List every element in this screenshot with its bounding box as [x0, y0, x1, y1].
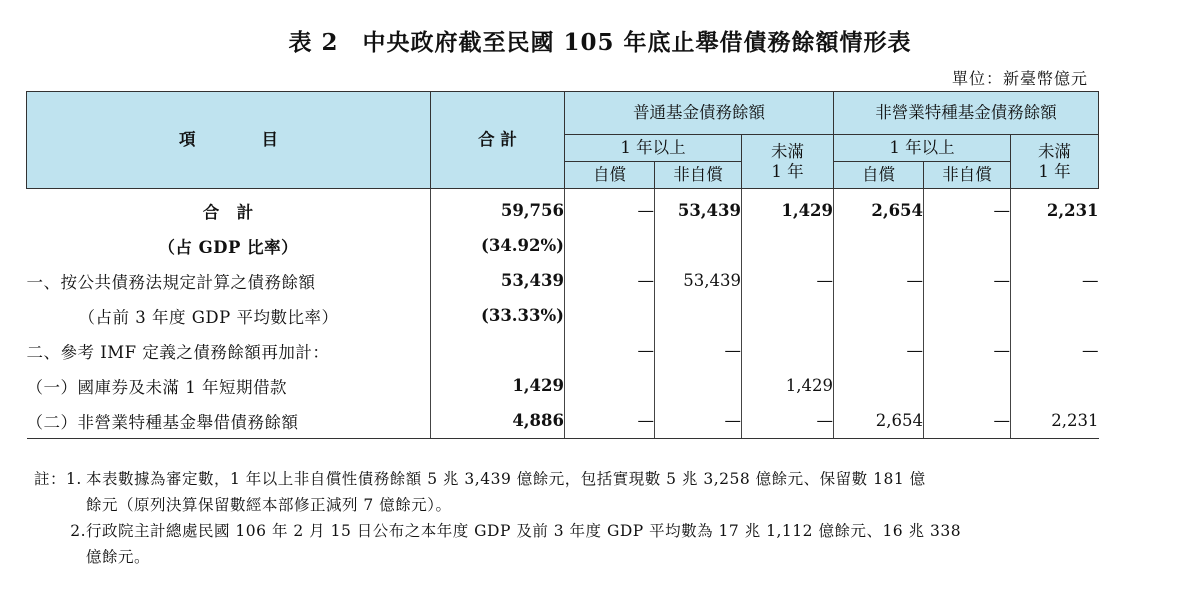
- cell-total: 59,756: [431, 189, 565, 229]
- row-label: （占 GDP 比率）: [158, 237, 299, 257]
- row-label: 一、按公共債務法規定計算之債務餘額: [26, 272, 316, 292]
- header-special-self-repay: 自償: [834, 162, 924, 189]
- header-general-fund: 普通基金債務餘額: [565, 92, 834, 135]
- cell-total: 53,439: [431, 263, 565, 298]
- header-general-under-one-year: 未滿 1 年: [742, 135, 834, 189]
- cell-general-under-one-year: 1,429: [742, 189, 834, 229]
- cell-general-self-repay: [565, 228, 655, 263]
- row-label: （一）國庫券及未滿 1 年短期借款: [26, 377, 287, 397]
- debt-table: [26, 91, 1099, 439]
- note-1-line-1: 本表數據為審定數，1 年以上非自償性債務餘額 5 兆 3,439 億餘元，包括實現數 5 兆 3,258 億餘元、保留數 181 億: [86, 470, 926, 488]
- cell-general-non-self-repay: [655, 228, 742, 263]
- cell-special-under-one-year: [1011, 228, 1099, 263]
- cell-general-under-one-year: —: [742, 403, 834, 439]
- row-label: 合 計: [202, 202, 254, 222]
- cell-general-self-repay: [565, 298, 655, 333]
- cell-total: [431, 333, 565, 368]
- cell-total: 1,429: [431, 368, 565, 403]
- cell-special-non-self-repay: —: [924, 189, 1011, 229]
- cell-special-under-one-year: 2,231: [1011, 189, 1099, 229]
- cell-general-non-self-repay: —: [655, 403, 742, 439]
- cell-special-non-self-repay: [924, 228, 1011, 263]
- row-label: 二、參考 IMF 定義之債務餘額再加計：: [26, 342, 330, 362]
- cell-general-under-one-year: [742, 228, 834, 263]
- cell-general-non-self-repay: 53,439: [655, 263, 742, 298]
- header-general-over-one-year: 1 年以上: [565, 135, 742, 162]
- cell-special-non-self-repay: [924, 368, 1011, 403]
- header-special-over-one-year: 1 年以上: [834, 135, 1011, 162]
- header-general-non-self-repay: 非自償: [655, 162, 742, 189]
- header-special-non-self-repay: 非自償: [924, 162, 1011, 189]
- cell-special-self-repay: [834, 368, 924, 403]
- table-row: [27, 298, 1099, 333]
- note-2-line-1: 行政院主計總處民國 106 年 2 月 15 日公布之本年度 GDP 及前 3 年度 GDP 平均數為 17 兆 1,112 億餘元、16 兆 338: [86, 522, 962, 540]
- notes: [34, 466, 1104, 570]
- table-row: [27, 403, 1099, 439]
- cell-special-self-repay: —: [834, 263, 924, 298]
- header-special-under-one-year: 未滿 1 年: [1011, 135, 1099, 189]
- cell-special-under-one-year: —: [1011, 333, 1099, 368]
- cell-special-under-one-year: 2,231: [1011, 403, 1099, 439]
- note-2-line-2: 億餘元。: [86, 548, 151, 566]
- cell-general-self-repay: [565, 368, 655, 403]
- cell-general-under-one-year: [742, 333, 834, 368]
- cell-general-under-one-year: —: [742, 263, 834, 298]
- cell-total: 4,886: [431, 403, 565, 439]
- cell-total: (33.33%): [431, 298, 565, 333]
- cell-general-under-one-year: 1,429: [742, 368, 834, 403]
- note-prefix-2: 2.: [70, 522, 86, 540]
- cell-general-self-repay: —: [565, 333, 655, 368]
- page-title: 表 2 中央政府截至民國 105 年底止舉借債務餘額情形表: [288, 29, 912, 56]
- cell-general-non-self-repay: [655, 298, 742, 333]
- table-row: [27, 263, 1099, 298]
- header-total: 合 計: [431, 92, 565, 189]
- cell-special-under-one-year: [1011, 298, 1099, 333]
- cell-general-self-repay: —: [565, 403, 655, 439]
- cell-general-non-self-repay: [655, 368, 742, 403]
- cell-special-self-repay: 2,654: [834, 403, 924, 439]
- cell-general-self-repay: —: [565, 189, 655, 229]
- table-row: [27, 333, 1099, 368]
- cell-special-non-self-repay: [924, 298, 1011, 333]
- table-row: [27, 189, 1099, 229]
- cell-special-non-self-repay: —: [924, 263, 1011, 298]
- cell-total: (34.92%): [431, 228, 565, 263]
- cell-special-self-repay: —: [834, 333, 924, 368]
- cell-special-self-repay: 2,654: [834, 189, 924, 229]
- table-row: [27, 228, 1099, 263]
- cell-special-non-self-repay: —: [924, 403, 1011, 439]
- cell-special-under-one-year: —: [1011, 263, 1099, 298]
- unit-label: 單位：新臺幣億元: [951, 69, 1088, 88]
- cell-general-self-repay: —: [565, 263, 655, 298]
- table-row: [27, 368, 1099, 403]
- cell-general-non-self-repay: 53,439: [655, 189, 742, 229]
- cell-general-non-self-repay: —: [655, 333, 742, 368]
- header-item: 項 目: [27, 92, 431, 189]
- note-prefix: 註：1.: [34, 470, 82, 488]
- note-1-line-2: 餘元（原列決算保留數經本部修正減列 7 億餘元）。: [86, 496, 452, 514]
- row-label: （二）非營業特種基金舉借債務餘額: [27, 403, 431, 439]
- cell-special-self-repay: [834, 228, 924, 263]
- cell-special-non-self-repay: —: [924, 333, 1011, 368]
- cell-general-under-one-year: [742, 298, 834, 333]
- header-general-self-repay: 自償: [565, 162, 655, 189]
- row-label: （占前 3 年度 GDP 平均數比率）: [78, 307, 339, 327]
- header-special-fund: 非營業特種基金債務餘額: [834, 92, 1099, 135]
- cell-special-self-repay: [834, 298, 924, 333]
- cell-special-under-one-year: [1011, 368, 1099, 403]
